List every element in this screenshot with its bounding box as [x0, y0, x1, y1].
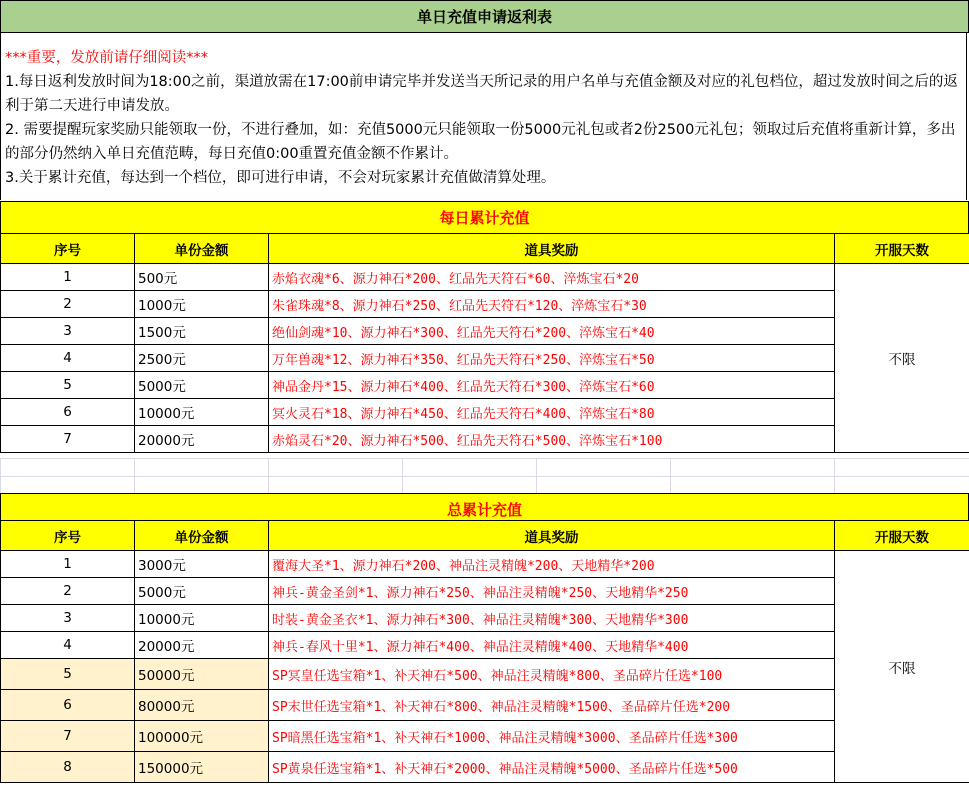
- row-index[interactable]: 5: [1, 372, 135, 399]
- empty-cell[interactable]: [671, 477, 835, 495]
- row-index[interactable]: 4: [1, 632, 135, 659]
- row-reward[interactable]: 绝仙剑魂*10、源力神石*300、红品先天符石*200、淬炼宝石*40: [269, 318, 835, 345]
- table-row[interactable]: [1, 264, 969, 291]
- empty-cell[interactable]: [135, 459, 269, 477]
- notice-line-3: 3.关于累计充值，每达到一个档位，即可进行申请，不会对玩家累计充值做清算处理。: [5, 170, 556, 186]
- row-amount[interactable]: 10000元: [135, 605, 269, 632]
- table-row[interactable]: [1, 578, 969, 605]
- row-index[interactable]: 1: [1, 551, 135, 578]
- header-amount: 单份金额: [135, 234, 269, 264]
- notice-block: [0, 32, 967, 200]
- row-index[interactable]: 6: [1, 690, 135, 721]
- total-section-title: 总累计充值: [0, 493, 969, 526]
- table-row[interactable]: [1, 605, 969, 632]
- daily-header-row: [1, 234, 969, 264]
- header-days: 开服天数: [835, 521, 969, 551]
- row-amount[interactable]: 500元: [135, 264, 269, 291]
- row-reward[interactable]: 万年兽魂*12、源力神石*350、红品先天符石*250、淬炼宝石*50: [269, 345, 835, 372]
- notice-warning: ***重要，发放前请仔细阅读***: [5, 50, 208, 66]
- row-reward[interactable]: 冥火灵石*18、源力神石*450、红品先天符石*400、淬炼宝石*80: [269, 399, 835, 426]
- row-amount[interactable]: 100000元: [135, 721, 269, 752]
- row-amount[interactable]: 80000元: [135, 690, 269, 721]
- row-amount[interactable]: 20000元: [135, 632, 269, 659]
- row-reward[interactable]: 神兵-春风十里*1、源力神石*400、神品注灵精魄*400、天地精华*400: [269, 632, 835, 659]
- empty-cell[interactable]: [403, 477, 537, 495]
- row-reward[interactable]: 赤焰灵石*20、源力神石*500、红品先天符石*500、淬炼宝石*100: [269, 426, 835, 453]
- header-reward: 道具奖励: [269, 521, 835, 551]
- header-reward: 道具奖励: [269, 234, 835, 264]
- empty-cell[interactable]: [537, 459, 671, 477]
- row-amount[interactable]: 150000元: [135, 752, 269, 783]
- row-reward[interactable]: SP黄泉任选宝箱*1、补天神石*2000、神品注灵精魄*5000、圣品碎片任选*500: [269, 752, 835, 783]
- header-index: 序号: [1, 234, 135, 264]
- table-row[interactable]: [1, 372, 969, 399]
- row-reward[interactable]: 时装-黄金圣衣*1、源力神石*300、神品注灵精魄*300、天地精华*300: [269, 605, 835, 632]
- row-index[interactable]: 2: [1, 291, 135, 318]
- row-index[interactable]: 3: [1, 605, 135, 632]
- row-reward[interactable]: 赤焰衣魂*6、源力神石*200、红品先天符石*60、淬炼宝石*20: [269, 264, 835, 291]
- row-amount[interactable]: 5000元: [135, 372, 269, 399]
- notice-line-2: 2. 需要提醒玩家奖励只能领取一份，不进行叠加，如：充值5000元只能领取一份5000元礼包或者2份2500元礼包；领取过后充值将重新计算，多出的部分仍然纳入单日充值范畴，每日充值0:00重置充值金额不作累计。: [5, 122, 956, 162]
- row-amount[interactable]: 5000元: [135, 578, 269, 605]
- row-index[interactable]: 7: [1, 721, 135, 752]
- total-header-row: [1, 521, 969, 551]
- header-index: 序号: [1, 521, 135, 551]
- table-row[interactable]: [1, 752, 969, 783]
- row-amount[interactable]: 1000元: [135, 291, 269, 318]
- empty-row[interactable]: [1, 477, 969, 495]
- total-table: [0, 520, 969, 783]
- row-reward[interactable]: 神品金丹*15、源力神石*400、红品先天符石*300、淬炼宝石*60: [269, 372, 835, 399]
- row-amount[interactable]: 3000元: [135, 551, 269, 578]
- row-reward[interactable]: SP暗黑任选宝箱*1、补天神石*1000、神品注灵精魄*3000、圣品碎片任选*300: [269, 721, 835, 752]
- row-index[interactable]: 6: [1, 399, 135, 426]
- row-reward[interactable]: 朱雀珠魂*8、源力神石*250、红品先天符石*120、淬炼宝石*30: [269, 291, 835, 318]
- row-amount[interactable]: 20000元: [135, 426, 269, 453]
- row-reward[interactable]: 覆海大圣*1、源力神石*200、神品注灵精魄*200、天地精华*200: [269, 551, 835, 578]
- empty-cell[interactable]: [403, 459, 537, 477]
- empty-cell[interactable]: [1, 459, 135, 477]
- empty-cell[interactable]: [835, 459, 969, 477]
- table-row[interactable]: [1, 318, 969, 345]
- empty-cell[interactable]: [671, 459, 835, 477]
- table-row[interactable]: [1, 551, 969, 578]
- row-index[interactable]: 2: [1, 578, 135, 605]
- row-index[interactable]: 8: [1, 752, 135, 783]
- empty-cell[interactable]: [1, 477, 135, 495]
- row-reward[interactable]: 神兵-黄金圣剑*1、源力神石*250、神品注灵精魄*250、天地精华*250: [269, 578, 835, 605]
- row-index[interactable]: 1: [1, 264, 135, 291]
- daily-section-title: 每日累计充值: [0, 201, 969, 234]
- row-amount[interactable]: 10000元: [135, 399, 269, 426]
- row-index[interactable]: 7: [1, 426, 135, 453]
- table-row[interactable]: [1, 426, 969, 453]
- table-row[interactable]: [1, 345, 969, 372]
- sheet-title: 单日充值申请返利表: [0, 0, 969, 33]
- row-amount[interactable]: 50000元: [135, 659, 269, 690]
- empty-rows: [0, 458, 969, 494]
- row-index[interactable]: 3: [1, 318, 135, 345]
- table-row[interactable]: [1, 632, 969, 659]
- empty-cell[interactable]: [269, 477, 403, 495]
- table-row[interactable]: [1, 399, 969, 426]
- total-days-cell[interactable]: 不限: [835, 551, 969, 783]
- empty-cell[interactable]: [835, 477, 969, 495]
- row-reward[interactable]: SP末世任选宝箱*1、补天神石*800、神品注灵精魄*1500、圣品碎片任选*200: [269, 690, 835, 721]
- table-row[interactable]: [1, 291, 969, 318]
- table-row[interactable]: [1, 721, 969, 752]
- table-row[interactable]: [1, 690, 969, 721]
- notice-line-1: 1.每日返利发放时间为18:00之前，渠道放需在17:00前申请完毕并发送当天所记录的用户名单与充值金额及对应的礼包档位，超过发放时间之后的返利于第二天进行申请发放。: [5, 74, 958, 114]
- table-row[interactable]: [1, 659, 969, 690]
- row-amount[interactable]: 2500元: [135, 345, 269, 372]
- row-reward[interactable]: SP冥皇任选宝箱*1、补天神石*500、神品注灵精魄*800、圣品碎片任选*100: [269, 659, 835, 690]
- row-index[interactable]: 4: [1, 345, 135, 372]
- empty-cell[interactable]: [537, 477, 671, 495]
- daily-days-cell[interactable]: 不限: [835, 264, 969, 453]
- empty-row[interactable]: [1, 459, 969, 477]
- daily-table: [0, 233, 969, 453]
- row-index[interactable]: 5: [1, 659, 135, 690]
- header-amount: 单份金额: [135, 521, 269, 551]
- empty-cell[interactable]: [135, 477, 269, 495]
- empty-cell[interactable]: [269, 459, 403, 477]
- header-days: 开服天数: [835, 234, 969, 264]
- row-amount[interactable]: 1500元: [135, 318, 269, 345]
